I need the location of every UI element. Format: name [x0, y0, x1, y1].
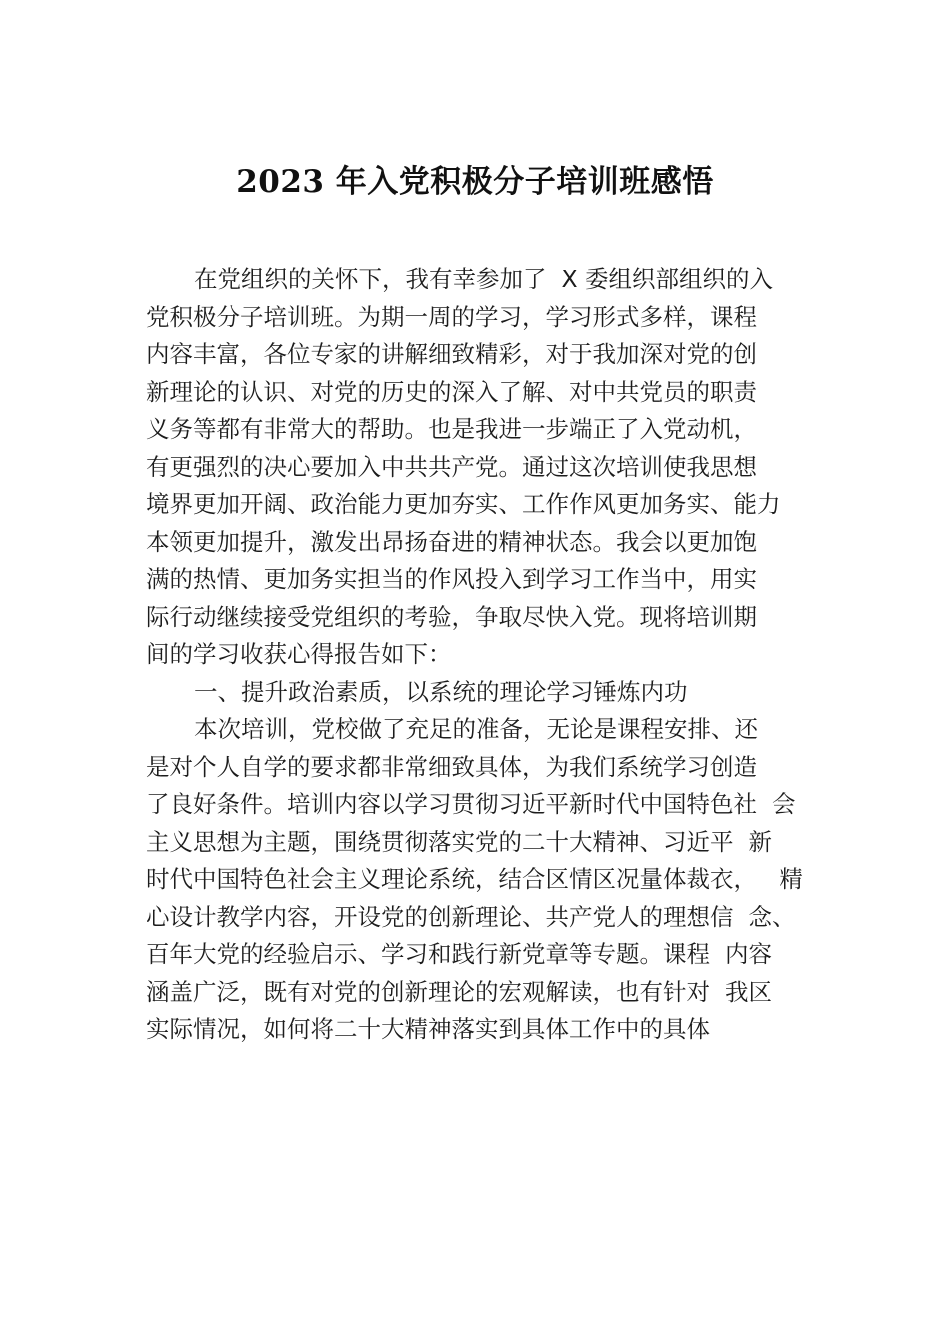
text-line: 境界更加开阔、政治能力更加夯实、工作作风更加务实、能力	[146, 490, 781, 518]
text-line: 义务等都有非常大的帮助。也是我进一步端正了入党动机，	[146, 415, 757, 443]
text-line: 间的学习收获心得报告如下：	[146, 640, 452, 668]
text-line: 心设计教学内容，开设党的创新理论、共产党人的理想信 念、	[146, 902, 796, 931]
text-line: 本次培训，党校做了充足的准备，无论是课程安排、还	[194, 715, 758, 743]
text-line: 在党组织的关怀下，我有幸参加了 X 委组织部组织的入	[194, 265, 774, 293]
text-line: 满的热情、更加务实担当的作风投入到学习工作当中，用实	[146, 565, 757, 593]
text-line: 新理论的认识、对党的历史的深入了解、对中共党员的职责	[146, 377, 757, 406]
text-line: 是对个人自学的要求都非常细致具体，为我们系统学习创造	[146, 752, 757, 781]
text-line: 涵盖广泛，既有对党的创新理论的宏观解读，也有针对 我区	[146, 977, 772, 1006]
text-line: 实际情况，如何将二十大精神落实到具体工作中的具体	[146, 1015, 710, 1043]
text-line: 党积极分子培训班。为期一周的学习，学习形式多样，课程	[146, 302, 757, 331]
text-line: 际行动继续接受党组织的考验，争取尽快入党。现将培训期	[146, 602, 757, 631]
text-line: 了良好条件。培训内容以学习贯彻习近平新时代中国特色社 会	[146, 790, 796, 818]
text-line: 本领更加提升，激发出昂扬奋进的精神状态。我会以更加饱	[146, 527, 757, 556]
document-title: 2023 年入党积极分子培训班感悟	[236, 164, 714, 200]
document-body	[146, 261, 846, 1049]
text-line: 有更强烈的决心要加入中共共产党。通过这次培训使我思想	[146, 452, 757, 481]
section-heading: 一、提升政治素质，以系统的理论学习锤炼内功	[194, 677, 688, 706]
text-line: 百年大党的经验启示、学习和践行新党章等专题。课程 内容	[146, 940, 772, 968]
text-line: 主义思想为主题，围绕贯彻落实党的二十大精神、习近平 新	[146, 827, 772, 856]
text-line: 时代中国特色社会主义理论系统，结合区情区况量体裁衣， 精	[146, 865, 803, 893]
text-line: 内容丰富，各位专家的讲解细致精彩，对于我加深对党的创	[146, 340, 757, 368]
